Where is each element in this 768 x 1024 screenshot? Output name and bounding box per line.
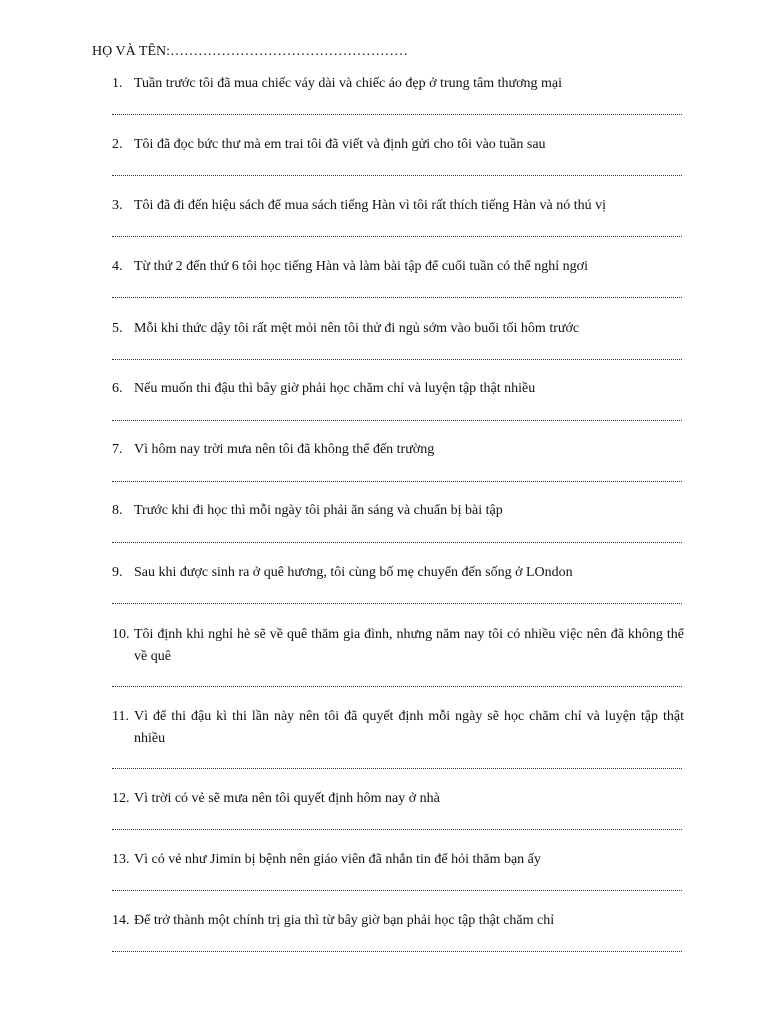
answer-line[interactable] — [112, 173, 682, 176]
question-text: Tôi đã đọc bức thư mà em trai tôi đã viết và định gửi cho tôi vào tuần sau — [134, 137, 546, 152]
question-item — [112, 562, 684, 584]
answer-line[interactable] — [112, 295, 682, 298]
question-text: Để trở thành một chính trị gia thì từ bây giờ bạn phải học tập thật chăm chỉ — [134, 913, 555, 928]
answer-line[interactable] — [112, 684, 682, 687]
question-number: 3. — [112, 198, 123, 213]
question-number: 1. — [112, 76, 123, 91]
question-number: 5. — [112, 321, 123, 336]
question-number: 7. — [112, 442, 123, 457]
answer-line[interactable] — [112, 418, 682, 421]
question-number: 4. — [112, 259, 123, 274]
question-item — [112, 134, 684, 156]
question-text: Vì trời có vẻ sẽ mưa nên tôi quyết định hôm nay ở nhà — [134, 791, 440, 806]
question-number: 8. — [112, 503, 123, 518]
answer-line[interactable] — [112, 234, 682, 237]
question-text: Trước khi đi học thì mỗi ngày tôi phải ăn sáng và chuẩn bị bài tập — [134, 503, 503, 518]
question-item — [112, 256, 684, 278]
answer-line[interactable] — [112, 949, 682, 952]
question-number: 10. — [112, 627, 130, 642]
question-number: 11. — [112, 709, 129, 724]
answer-line[interactable] — [112, 112, 682, 115]
question-number: 2. — [112, 137, 123, 152]
question-text: Sau khi được sinh ra ở quê hương, tôi cùng bố mẹ chuyển đến sống ở LOndon — [134, 565, 573, 580]
question-text: Tôi đã đi đến hiệu sách để mua sách tiếng Hàn vì tôi rất thích tiếng Hàn và nó thú vị — [134, 198, 606, 213]
question-item — [112, 910, 684, 932]
question-text: Vì có vẻ như Jimin bị bệnh nên giáo viên đã nhắn tin để hỏi thăm bạn ấy — [134, 852, 541, 867]
question-item — [112, 439, 684, 461]
question-item — [112, 378, 684, 400]
question-item — [112, 624, 684, 668]
answer-line[interactable] — [112, 766, 682, 769]
answer-line[interactable] — [112, 601, 682, 604]
question-item — [112, 73, 684, 95]
question-text: Nếu muốn thi đậu thì bây giờ phải học chăm chỉ và luyện tập thật nhiều — [134, 381, 536, 396]
question-item — [112, 318, 684, 340]
question-number: 14. — [112, 913, 130, 928]
question-item — [112, 706, 684, 750]
answer-line[interactable] — [112, 827, 682, 830]
answer-line[interactable] — [112, 479, 682, 482]
question-text: Tôi định khi nghỉ hè sẽ về quê thăm gia đình, nhưng năm nay tôi có nhiều việc nên đã không thể về quê — [134, 627, 684, 664]
question-item — [112, 195, 684, 217]
question-text: Vì để thi đậu kì thi lần này nên tôi đã quyết định mỗi ngày sẽ học chăm chỉ và luyện tập thật nhiều — [134, 709, 684, 746]
question-number: 9. — [112, 565, 123, 580]
question-text: Vì hôm nay trời mưa nên tôi đã không thể đến trường — [134, 442, 435, 457]
question-number: 13. — [112, 852, 130, 867]
question-number: 12. — [112, 791, 130, 806]
question-number: 6. — [112, 381, 123, 396]
question-item — [112, 849, 684, 871]
answer-line[interactable] — [112, 357, 682, 360]
question-text: Mỗi khi thức dậy tôi rất mệt mỏi nên tôi thử đi ngủ sớm vào buổi tối hôm trước — [134, 321, 580, 336]
question-text: Tuần trước tôi đã mua chiếc váy dài và chiếc áo đẹp ở trung tâm thương mại — [134, 76, 562, 91]
question-item — [112, 788, 684, 810]
answer-line[interactable] — [112, 888, 682, 891]
student-name-line: HỌ VÀ TÊN:…………………………………………… — [92, 44, 409, 59]
answer-line[interactable] — [112, 540, 682, 543]
question-text: Từ thứ 2 đến thứ 6 tôi học tiếng Hàn và làm bài tập để cuối tuần có thể nghỉ ngơi — [134, 259, 588, 274]
question-item — [112, 500, 684, 522]
